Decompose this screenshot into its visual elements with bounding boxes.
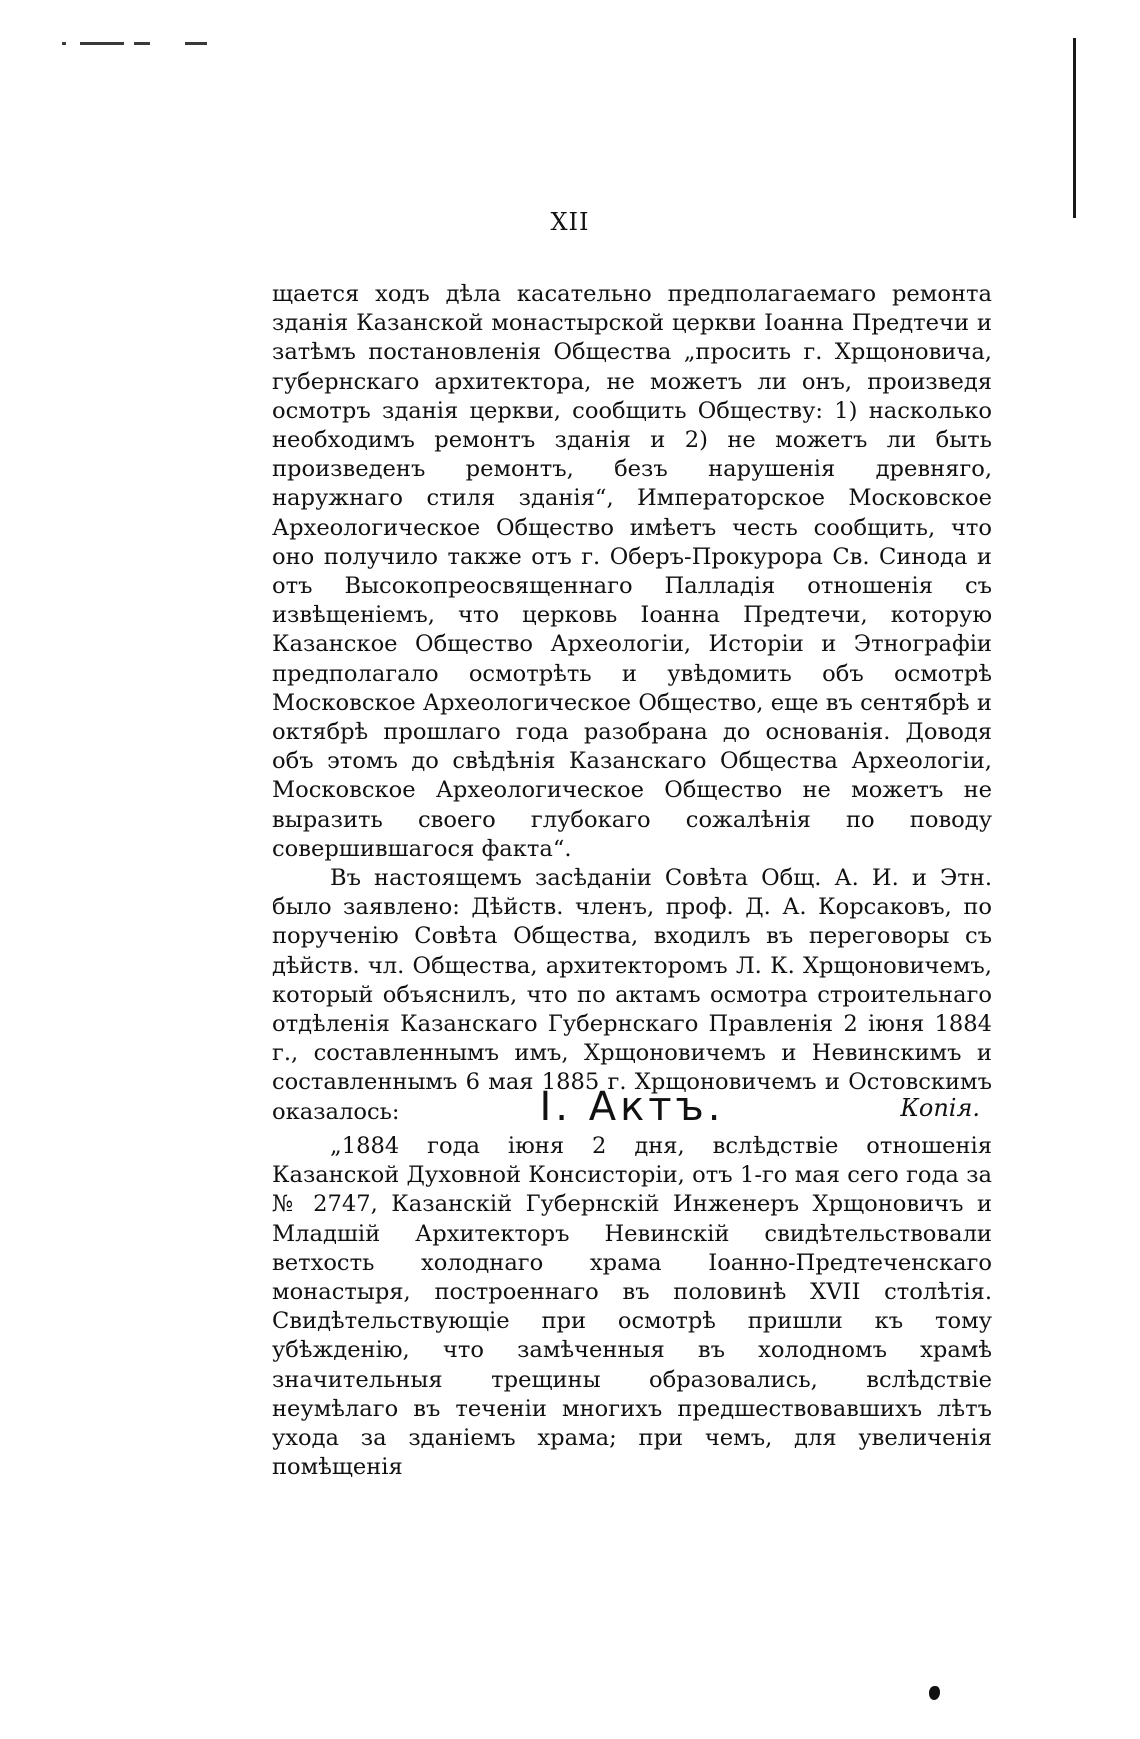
act-text — [272, 1132, 992, 1482]
scan-mark — [80, 42, 124, 45]
page-number: XII — [550, 208, 590, 236]
copy-label: Копія. — [900, 1094, 980, 1122]
paragraph: „1884 года іюня 2 дня, вслѣдствіе отношенія Казанской Духовной Консисторіи, отъ 1-го мая сего года за № 2747, Казанскій Губернскій Инженеръ Хрщоновичъ и Младшій Архитекторъ Невинскій свидѣтельствовали ветхость холоднаго храма Іоанно-Предтеченскаго монастыря, построеннаго въ половинѣ XVII столѣтія. Свидѣтельствующіе при осмотрѣ пришли къ тому убѣжденію, что замѣченныя въ холодномъ храмѣ значительныя трещины образовались, вслѣдствіе неумѣлаго въ теченіи многихъ предшествовавшихъ лѣтъ ухода за зданіемъ храма; при чемъ, для увеличенія помѣщенія — [272, 1133, 992, 1481]
ink-blot — [929, 1686, 940, 1700]
scan-mark — [134, 42, 150, 45]
section-heading — [272, 1082, 992, 1132]
scan-mark — [185, 42, 207, 45]
paragraph: щается ходъ дѣла касательно предполагаемаго ремонта зданія Казанской монастырской церкви Іоанна Предтечи и затѣмъ постановленія Общества „просить г. Хрщоновича, губернскаго архитектора, не можетъ ли онъ, произведя осмотръ зданія церкви, сообщить Обществу: 1) насколько необходимъ ремонтъ зданія и 2) не можетъ ли быть произведенъ ремонтъ, безъ нарушенія древняго, наружнаго стиля зданія“, Императорское Московское Археологическое Общество имѣетъ честь сообщить, что оно получило также отъ г. Оберъ-Прокурора Св. Синода и отъ Высокопреосвященнаго Палладія отношенія съ извѣщеніемъ, что церковь Іоанна Предтечи, которую Казанское Общество Археологіи, Исторіи и Этнографіи предполагало осмотрѣть и увѣдомить объ осмотрѣ Московское Археологическое Общество, еще въ сентябрѣ и октябрѣ прошлаго года разобрана до основанія. Доводя объ этомъ до свѣдѣнія Казанскаго Общества Археологіи, Московское Археологическое Общество не можетъ не выразить своего глубокаго сожалѣнія по поводу совершившагося факта“. — [272, 281, 992, 862]
scan-mark — [62, 42, 66, 45]
paragraph: Въ настоящемъ засѣданіи Совѣта Общ. А. И. и Этн. было заявлено: Дѣйств. членъ, проф. Д. А. Корсаковъ, по порученію Совѣта Общества, входилъ въ переговоры съ дѣйств. чл. Общества, архитекторомъ Л. К. Хрщоновичемъ, который объяснилъ, что по актамъ осмотра строительнаго отдѣленія Казанскаго Губернскаго Правленія 2 іюня 1884 г., составленнымъ имъ, Хрщоновичемъ и Невинскимъ и составленнымъ 6 мая 1885 г. Хрщоновичемъ и Остовскимъ оказалось: — [272, 865, 992, 1125]
body-text — [272, 280, 992, 1127]
section-title: I. Актъ. — [539, 1084, 725, 1130]
page-edge-line — [1073, 38, 1076, 218]
